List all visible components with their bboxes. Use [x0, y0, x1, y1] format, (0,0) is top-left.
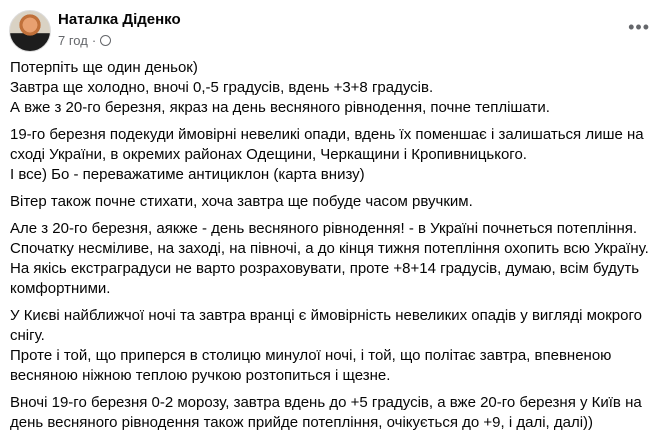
post-text: [0, 58, 662, 433]
post-line: Вночі 19-го березня 0-2 морозу, завтра вдень до +5 градусів, а вже 20-го березня у Київ на: [10, 394, 642, 411]
post-line: 19-го березня подекуди ймовірні невеликі опади, вдень їх поменшає і залишаться лише на: [10, 126, 644, 143]
post-line: снігу.: [10, 327, 45, 344]
post-paragraph: [10, 219, 652, 299]
post-line: весняною ніжною теплою ручкою розтопиться і щезне.: [10, 367, 391, 384]
post-line: комфортними.: [10, 280, 111, 297]
post-line: Проте і той, що приперся в столицю минулої ночі, і той, що політає завтра, впевненою: [10, 347, 612, 364]
author-name[interactable]: Наталка Діденко: [58, 11, 181, 28]
post-line: Вітер також почне стихати, хоча завтра ще побуде часом рвучким.: [10, 193, 473, 210]
meta-separator: ·: [91, 33, 97, 48]
post-line: Завтра ще холодно, вночі 0,-5 градусів, вдень +3+8 градусів.: [10, 79, 434, 96]
post-line: день весняного рівнодення також прийде потепління, очікується до +9, і далі, далі)): [10, 414, 594, 431]
more-options-icon[interactable]: •••: [628, 17, 650, 37]
post-line: сході України, в окремих районах Одещини, Черкащини і Кропивницького.: [10, 146, 527, 163]
post-line: І все) Бо - переважатиме антициклон (карта внизу): [10, 166, 365, 183]
post-time[interactable]: 7 год: [58, 33, 88, 48]
post-paragraph: [10, 125, 652, 185]
post-paragraph: [10, 192, 652, 212]
post-paragraph: [10, 306, 652, 386]
globe-icon: [100, 35, 111, 46]
post-line: Потерпіть ще один деньок): [10, 59, 198, 76]
post-line: На якісь екстраградуси не варто розраховувати, проте +8+14 градусів, думаю, всім будуть: [10, 260, 640, 277]
post-line: А вже з 20-го березня, якраз на день весняного рівнодення, почне теплішати.: [10, 99, 550, 116]
avatar[interactable]: [9, 10, 51, 52]
post-paragraph: [10, 393, 652, 433]
post-line: Але з 20-го березня, аякже - день весняного рівнодення! - в Україні почнеться потепління.: [10, 220, 638, 237]
post-header: [0, 0, 662, 58]
post-meta: [58, 33, 111, 48]
post-paragraph: [10, 58, 652, 118]
post-line: Спочатку несміливе, на заході, на півночі, а до кінця тижня потепління охопить всю Україну.: [10, 240, 649, 257]
post-line: У Києві найближчої ночі та завтра вранці є ймовірність невеликих опадів у вигляді мокрого: [10, 307, 642, 324]
